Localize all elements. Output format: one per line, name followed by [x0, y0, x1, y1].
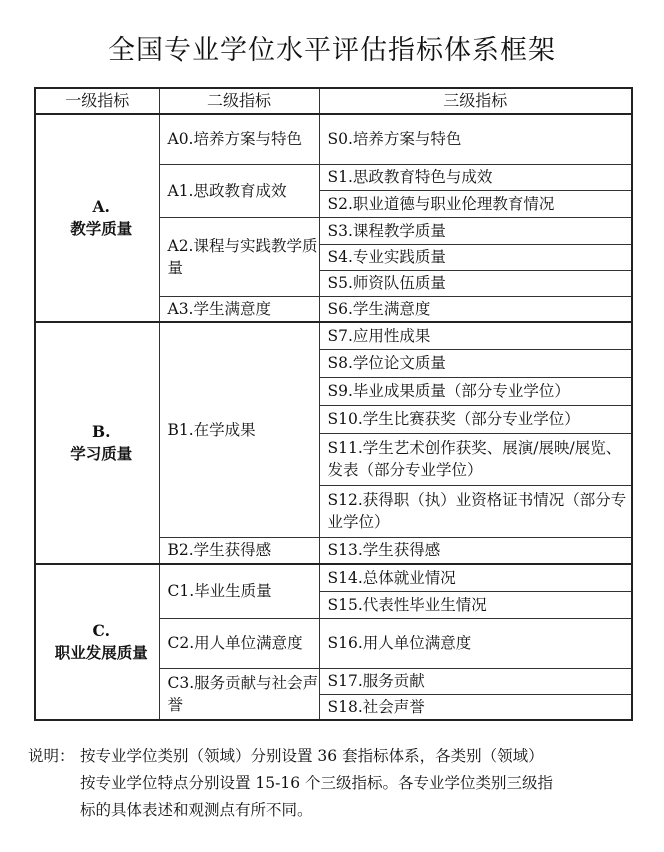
level2-cell: B2.学生获得感: [159, 537, 319, 564]
table-header-row: [35, 88, 632, 114]
level3-cell: S10.学生比赛获奖（部分专业学位）: [319, 405, 632, 433]
level3-cell: S16.用人单位满意度: [319, 618, 632, 668]
level3-cell: S2.职业道德与职业伦理教育情况: [319, 190, 632, 217]
level1-name: 学习质量: [70, 444, 133, 463]
level1-name: 教学质量: [70, 219, 133, 238]
table-row: [35, 114, 632, 164]
level3-cell: S1.思政教育特色与成效: [319, 164, 632, 190]
level1-code: C.: [92, 621, 110, 640]
level1-code: B.: [92, 422, 111, 441]
level3-cell: S12.获得职（执）业资格证书情况（部分专业学位）: [319, 485, 632, 537]
level3-cell: S7.应用性成果: [319, 322, 632, 349]
level3-cell: S5.师资队伍质量: [319, 270, 632, 296]
level3-cell: S8.学位论文质量: [319, 349, 632, 377]
header-level3: 三级指标: [319, 88, 632, 114]
level1-code: A.: [92, 197, 110, 216]
footnote: [28, 743, 640, 824]
footnote-line: 按专业学位类别（领域）分别设置 36 套指标体系，各类别（领域）: [80, 747, 544, 765]
header-level1: 一级指标: [35, 88, 159, 114]
level3-cell: S4.专业实践质量: [319, 244, 632, 270]
level2-cell: C2.用人单位满意度: [159, 618, 319, 668]
footnote-line: 按专业学位特点分别设置 15-16 个三级指标。各专业学位类别三级指: [80, 774, 554, 792]
level3-cell: S15.代表性毕业生情况: [319, 591, 632, 618]
level3-cell: S18.社会声誉: [319, 694, 632, 720]
level1-cell-a: [35, 114, 159, 322]
page-title: 全国专业学位水平评估指标体系框架: [108, 35, 556, 66]
level3-cell: S11.学生艺术创作获奖、展演/展映/展览、发表（部分专业学位）: [319, 433, 632, 485]
header-level2: 二级指标: [159, 88, 319, 114]
level2-cell: B1.在学成果: [159, 322, 319, 537]
level2-cell: C3.服务贡献与社会声誉: [159, 668, 319, 720]
footnote-label: 说明：: [28, 747, 75, 765]
indicator-table: [34, 87, 633, 721]
level3-cell: S0.培养方案与特色: [319, 114, 632, 164]
level1-cell-b: [35, 322, 159, 564]
level2-cell: A0.培养方案与特色: [159, 114, 319, 164]
level3-cell: S14.总体就业情况: [319, 564, 632, 591]
table-row: [35, 322, 632, 349]
level1-cell-c: [35, 564, 159, 720]
level2-cell: A3.学生满意度: [159, 296, 319, 322]
level3-cell: S3.课程教学质量: [319, 217, 632, 244]
level3-cell: S17.服务贡献: [319, 668, 632, 694]
footnote-line: 标的具体表述和观测点有所不同。: [80, 801, 313, 819]
level2-cell: C1.毕业生质量: [159, 564, 319, 618]
level3-cell: S13.学生获得感: [319, 537, 632, 564]
level3-cell: S6.学生满意度: [319, 296, 632, 322]
level2-cell: A1.思政教育成效: [159, 164, 319, 217]
level2-cell: A2.课程与实践教学质量: [159, 217, 319, 296]
level1-name: 职业发展质量: [54, 643, 148, 662]
table-row: [35, 564, 632, 591]
level3-cell: S9.毕业成果质量（部分专业学位）: [319, 377, 632, 405]
